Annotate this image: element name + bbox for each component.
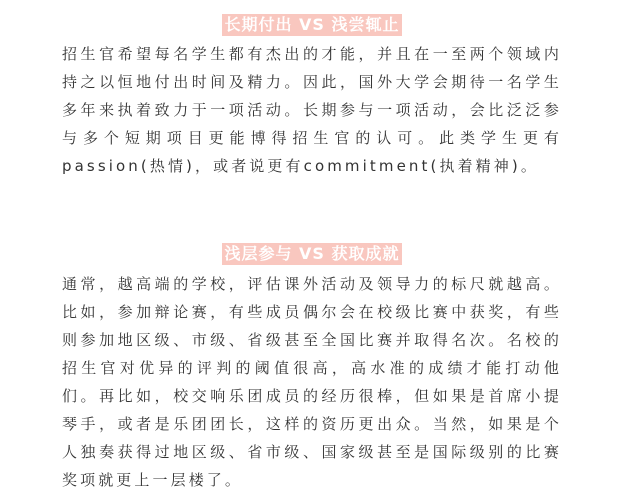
section-2-heading-wrap (62, 243, 562, 265)
section-2-heading: 浅层参与 VS 获取成就 (224, 244, 400, 263)
section-1-heading: 长期付出 VS 浅尝辄止 (224, 15, 400, 34)
section-2-paragraph: 通常，越高端的学校，评估课外活动及领导力的标尺就越高。比如，参加辩论赛，有些成员偶尔会在校级比赛中获奖，有些则参加地区级、市级、省级甚至全国比赛并取得名次。名校的招生官对优异的评判的阈值很高，高水准的成绩才能打动他们。再比如，校交响乐团成员的经历很棒，但如果是首席小提琴手，或者是乐团团长，这样的资历更出众。当然，如果是个人独奏获得过地区级、省市级、国家级甚至是国际级别的比赛奖项就更上一层楼了。 (62, 275, 562, 489)
section-1-paragraph: 招生官希望每名学生都有杰出的才能，并且在一至两个领域内持之以恒地付出时间及精力。因此，国外大学会期待一名学生多年来执着致力于一项活动。长期参与一项活动，会比泛泛参与多个短期项目更能博得招生官的认可。此类学生更有passion(热情)，或者说更有commitment(执着精神)。 (62, 45, 562, 175)
section-1-heading-wrap (62, 14, 562, 36)
